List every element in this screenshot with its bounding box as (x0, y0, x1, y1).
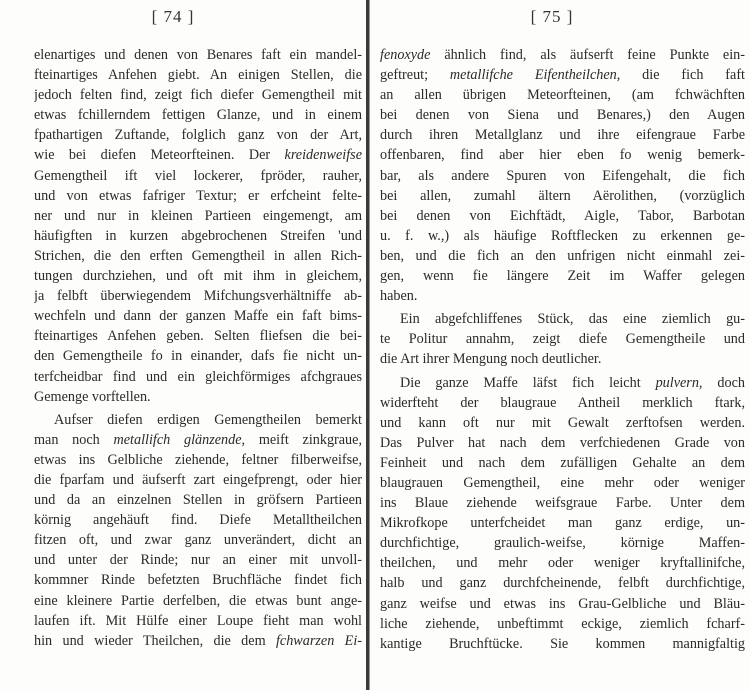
text-line: halb und ganz durchfcheinende, felbft durchfichtige, (380, 575, 745, 592)
italic-term: metallifche Eifentheilchen (449, 67, 617, 84)
text-line: ganz weifse und etwas ins Grau-Gelbliche und Bläu- (380, 595, 745, 612)
text-line: und da an einzelnen Stellen in gröfsern Partieen (34, 492, 362, 509)
text-line (380, 373, 745, 393)
text-line: kantige Bruchftücke. Sie kommen mannigfaltig (380, 635, 745, 652)
left-page (0, 0, 366, 690)
line-text: , die fich faft (616, 67, 745, 84)
text-line: etwas ins Gelbliche ziehende, feltner filberweifse, (34, 451, 362, 468)
line-text: , doch (698, 374, 745, 391)
text-line: ins Blaue ziehende weifsgraue Farbe. Unter dem (380, 495, 745, 512)
text-line: Mikrofkope unterfcheidet man ganz erdige, un- (380, 515, 745, 532)
line-text: Die ganze Maffe läfst fich leicht (400, 374, 656, 391)
text-line: fteinartiges Anfehen giebt. An einigen Stellen, die (34, 67, 362, 84)
text-line: und von etwas fafriger Textur; er erfcheint felte- (34, 187, 362, 204)
text-line: theilchen, und mehr oder weniger kryftallinifche, (380, 555, 745, 572)
text-line: te Politur annahm, zeigt diefe Gemengtheile und (380, 331, 745, 348)
text-line: blaugrauen Gemengtheil, eine mehr oder weniger (380, 474, 745, 491)
text-line: tungen durchziehen, und oft mit ihm in gleichem, (34, 268, 362, 285)
italic-term: kreidenweifse (284, 147, 362, 164)
text-line: offenbaren, find aber hier eben fo wenig bemerk- (380, 147, 745, 164)
text-line: Aufser diefen erdigen Gemengtheilen bemerkt (54, 411, 362, 428)
right-page-text (380, 45, 745, 654)
line-text: geftreut; (380, 67, 450, 84)
page-number-left: [ 74 ] (151, 7, 195, 26)
text-line: widerfteht der blaugraue Antheil merklich ftark, (380, 394, 745, 411)
text-line: laufen ift. Mit Hülfe einer Loupe fieht man wohl (34, 612, 362, 629)
right-page (370, 0, 750, 690)
line-text: man noch (34, 431, 114, 448)
text-line: durch ihren Metallglanz und ihre eifengraue Farbe (380, 127, 745, 144)
text-line: wechfeln und dann der ganzen Maffe ein faft bims- (34, 308, 362, 325)
text-line: liche ziehende, unbeftimmt eckige, ziemlich fcharf- (380, 615, 745, 632)
text-line: Strichen, die den erften Gemengtheil in allen Rich- (34, 247, 362, 264)
italic-term: metallifch glänzende (113, 431, 242, 448)
text-line (34, 430, 362, 450)
text-line: eine kleinere Partie derfelben, die etwas bunt ange- (34, 592, 362, 609)
text-line: jedoch felten find, zeigt fich diefer Gemengtheil mit (34, 87, 362, 104)
text-line: haben. (380, 288, 418, 305)
italic-term: fenoxyde (380, 47, 431, 63)
text-line: bei allen, zumahl ältern Aërolithen, (vorzüglich (380, 187, 745, 204)
text-line: den Gemengtheile fo in einander, dafs fie nicht un- (34, 348, 362, 365)
text-line (34, 631, 362, 651)
text-line (380, 65, 745, 85)
text-line: gen, wenn fie längere Zeit im Waffer gelegen (380, 268, 745, 285)
italic-term: pulvern (655, 374, 699, 391)
page-number-right: [ 75 ] (530, 7, 574, 26)
text-line: fitzen oft, und zwar ganz unverändert, dicht an (34, 532, 362, 549)
text-line: körnig angehäuft find. Diefe Metalltheilchen (34, 512, 362, 529)
text-line: die Art ihrer Mengung noch deutlicher. (380, 351, 602, 368)
text-line: bei denen von Siena und Benares,) den Augen (380, 107, 745, 124)
text-line (380, 45, 745, 65)
left-page-text (34, 45, 362, 651)
text-line: häufigften in kurzen abgebrochenen Streifen 'und (34, 227, 362, 244)
line-text: hin und wieder Theilchen, die dem (34, 632, 276, 649)
text-line: bei denen von Eichftädt, Aigle, Tabor, Barbotan (380, 207, 745, 224)
text-line: elenartiges und denen von Benares faft ein mandel- (34, 47, 362, 63)
text-line: Feinheit und nach dem zufälligen Gehalte an dem (380, 454, 745, 471)
text-line: Ein abgefchliffenes Stück, das eine ziemlich gu- (400, 311, 745, 328)
text-line: an allen übrigen Meteorfteinen, (am fchwächften (380, 87, 745, 104)
text-line: ner und nur in kleinen Partieen eingemengt, am (34, 207, 362, 224)
text-line: fteinartiges Anfehen geben. Selten fliefsen die bei- (34, 328, 362, 345)
line-text: ähnlich find, als äufserft feine Punkte ein- (430, 47, 745, 63)
text-line: ja felbft überwiegendem Mifchungsverhältniffe ab- (34, 288, 362, 305)
text-line: fpathartigen Zuftande, folglich ganz von der Art, (34, 127, 362, 144)
text-line: ben, und die fich an den unfrigen nicht einmahl zei- (380, 247, 745, 264)
text-line (34, 145, 362, 165)
line-text: , meift zinkgraue, (241, 431, 362, 448)
text-line: u. f. w.,) als häufige Roftflecken zu erkennen ge- (380, 227, 745, 244)
text-line: Gemenge vorftellen. (34, 388, 151, 405)
text-line: und unter der Rinde; nur an einer mit unvoll- (34, 552, 362, 569)
text-line: kommner Rinde befetzten Bruchfläche findet fich (34, 572, 362, 589)
line-text: wie bei diefen Meteorfteinen. Der (34, 147, 285, 164)
text-line: bar, als andere Spuren von Eifengehalt, die fich (380, 167, 745, 184)
text-line: terfcheidbar find und ein gleichförmiges afchgraues (34, 368, 362, 385)
text-line: und kann oft nur mit Gewalt zerftofsen werden. (380, 414, 745, 431)
text-line: Gemengtheil ift viel lockerer, fpröder, rauher, (34, 167, 362, 184)
text-line: durchfichtige, graulich-weifse, körnige Maffen- (380, 535, 745, 552)
italic-term: fchwarzen Ei- (275, 632, 362, 649)
text-line: Das Pulver hat nach dem verfchiedenen Grade von (380, 434, 745, 451)
text-line: etwas fchillerndem fettigen Glanze, und in einem (34, 107, 362, 124)
text-line: die fparfam und äufserft zart eingefprengt, oder hier (34, 471, 362, 488)
